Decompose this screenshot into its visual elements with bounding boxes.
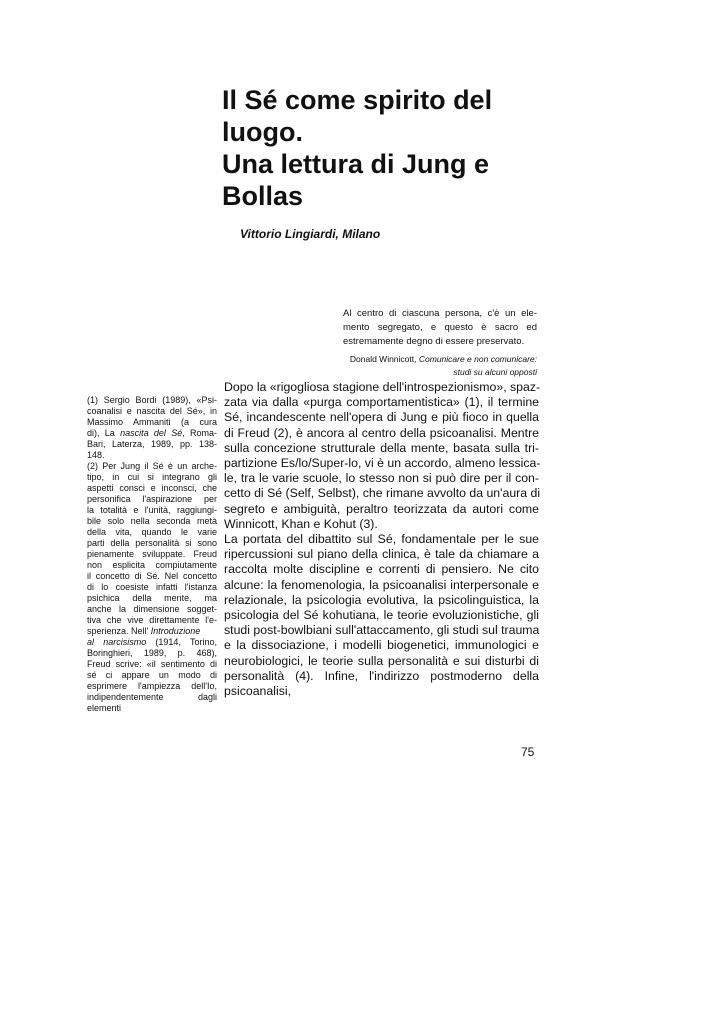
epigraph-source-author: Donald Winnicott,: [349, 354, 417, 364]
epigraph-source-line1: [350, 353, 537, 366]
article-title: [222, 84, 542, 212]
body-line: Dopo la «rigogliosa stagione dell'introspezionismo», spaz-: [224, 380, 541, 394]
title-line: Il Sé come spirito del: [222, 85, 493, 115]
footnote-line: personifica l'aspirazione per: [87, 494, 217, 504]
body-line: zata via dalla «purga comportamentistica» (1), il termine: [224, 395, 539, 410]
footnote-line: aspetti consci e inconsci, che: [87, 483, 217, 493]
footnote-line: tipo, in cui si integrano gli: [87, 472, 217, 482]
body-paragraph-2: [224, 532, 539, 699]
body-line: alcune: la fenomenologia, la psicoanalisi interpersonale e: [224, 577, 539, 592]
epigraph-source-subtitle: studi su alcuni opposti: [453, 367, 537, 377]
footnote-line: (1) Sergio Bordi (1989), «Psi-: [87, 395, 217, 405]
footnote-line: [87, 428, 217, 439]
title-line: Bollas: [222, 181, 304, 211]
epigraph-source-title: Comunicare e non comunicare:: [418, 354, 537, 364]
footnote-1: [87, 395, 217, 461]
page-number: 75: [521, 745, 535, 759]
body-line: personalità (4). Infine, l'indirizzo postmoderno della: [224, 668, 539, 683]
footnote-line: non esplicita compiutamente: [87, 560, 217, 570]
title-line: Una lettura di Jung e: [222, 149, 490, 179]
body-line: sulla concezione strutturale della mente, basata sulla tri-: [224, 440, 539, 455]
epigraph-line: estremamente degno di essere preservato.: [343, 336, 525, 347]
footnote-line: Boringhieri, 1989, p. 468),: [87, 648, 217, 658]
body-line: neurobiologici, le teorie sulla personalità e sui disturbi di: [224, 653, 539, 668]
footnote-line: [87, 626, 217, 637]
epigraph-line: Al centro di ciascuna persona, c'è un ele-: [343, 308, 537, 319]
body-paragraph-1: [224, 380, 539, 532]
footnote-line: pienamente sviluppate. Freud: [87, 549, 217, 559]
body-line: psicologia del Sé kohutiana, le teorie evoluzionistiche, gli: [224, 608, 539, 623]
footnote-line: esprimere l'ampiezza dell'Io,: [87, 681, 217, 691]
footnote-line: anche la dimensione sogget-: [87, 604, 217, 614]
footnote-line: bile solo nella seconda metà: [87, 516, 217, 526]
body-line: di Freud (2), è ancora al centro della psicoanalisi. Mentre: [224, 425, 539, 440]
body-line: segreto e ambiguità, peraltro teorizzata da autori come: [224, 501, 539, 516]
footnote-line: il concetto di Sé. Nel concetto: [87, 571, 217, 581]
footnote-line: Freud scrive: «il sentimento di: [87, 659, 217, 669]
footnote-book-title: Introduzione: [150, 626, 201, 636]
footnote-book-title: nascita del Sé: [120, 428, 183, 438]
footnote-line: Bari, Laterza, 1989, pp. 138-: [87, 439, 217, 449]
body-line: studi post-bowlbiani sull'attaccamento, gli studi sul trauma: [224, 623, 540, 638]
footnote-line: elementi: [87, 703, 122, 713]
body-line: cetto di Sé (Self, Selbst), che rimane avvolto da un'aura di: [224, 486, 541, 501]
body-line: Winnicott, Khan e Kohut (3).: [224, 516, 378, 531]
footnote-line: (2) Per Jung il Sé è un arche-: [87, 461, 217, 471]
epigraph-quote: [343, 307, 537, 349]
footnote-line: parti della personalità si sono: [87, 538, 217, 548]
footnote-line: sé ci appare un modo di: [87, 670, 217, 680]
epigraph-source: [350, 353, 537, 379]
body-line: e la dissociazione, i modelli biogenetici, immunologici e: [224, 638, 539, 653]
footnote-line: 148.: [87, 450, 105, 460]
main-body-text: [224, 380, 539, 699]
body-line: psicoanalisi,: [224, 684, 291, 699]
footnote-text: di), La: [87, 428, 121, 438]
footnote-text: , Roma-: [182, 428, 217, 438]
footnotes-column: [87, 395, 217, 714]
body-line: raccolta molte discipline e correnti di pensiero. Ne cito: [224, 562, 539, 577]
footnote-text: (1914, Torino,: [146, 637, 217, 647]
footnote-line: tiva che vive direttamente l'e-: [87, 615, 217, 625]
body-line: ripercussioni sul piano della clinica, è tale da chiamare a: [224, 547, 539, 562]
footnote-text: sperienza. Nell': [87, 626, 151, 636]
title-line: luogo.: [222, 117, 303, 147]
body-line: relazionale, la psicologia evolutiva, la psicolinguistica, la: [224, 592, 539, 607]
footnote-line: della vita, quando le varie: [87, 527, 217, 537]
body-line: le, tra le varie scuole, lo stesso non si può dire per il con-: [224, 471, 539, 486]
footnote-line: indipendentemente dagli: [87, 692, 217, 702]
footnote-line: di lo coesiste infatti l'istanza: [87, 582, 217, 592]
author-byline: Vittorio Lingiardi, Milano: [240, 227, 381, 241]
footnote-2: [87, 461, 217, 714]
body-line: La portata del dibattito sul Sé, fondamentale per le sue: [224, 532, 539, 547]
footnote-line: [87, 637, 217, 648]
epigraph-line: mento segregato, e questo è sacro ed: [343, 322, 537, 333]
footnote-line: Massimo Ammaniti (a cura: [87, 417, 217, 427]
body-line: partizione Es/lo/Super-lo, vi è un accordo, almeno lessica-: [224, 456, 541, 471]
body-line: Sé, incandescente nell'opera di Jung e più fioco in quella: [224, 410, 539, 425]
footnote-line: psichica della mente, ma: [87, 593, 217, 603]
footnote-line: coanalisi e nascita del Sé», in: [87, 406, 217, 416]
footnote-line: la totalità e l'unità, raggiungi-: [87, 505, 217, 515]
footnote-book-title: al narcisismo: [87, 637, 147, 647]
